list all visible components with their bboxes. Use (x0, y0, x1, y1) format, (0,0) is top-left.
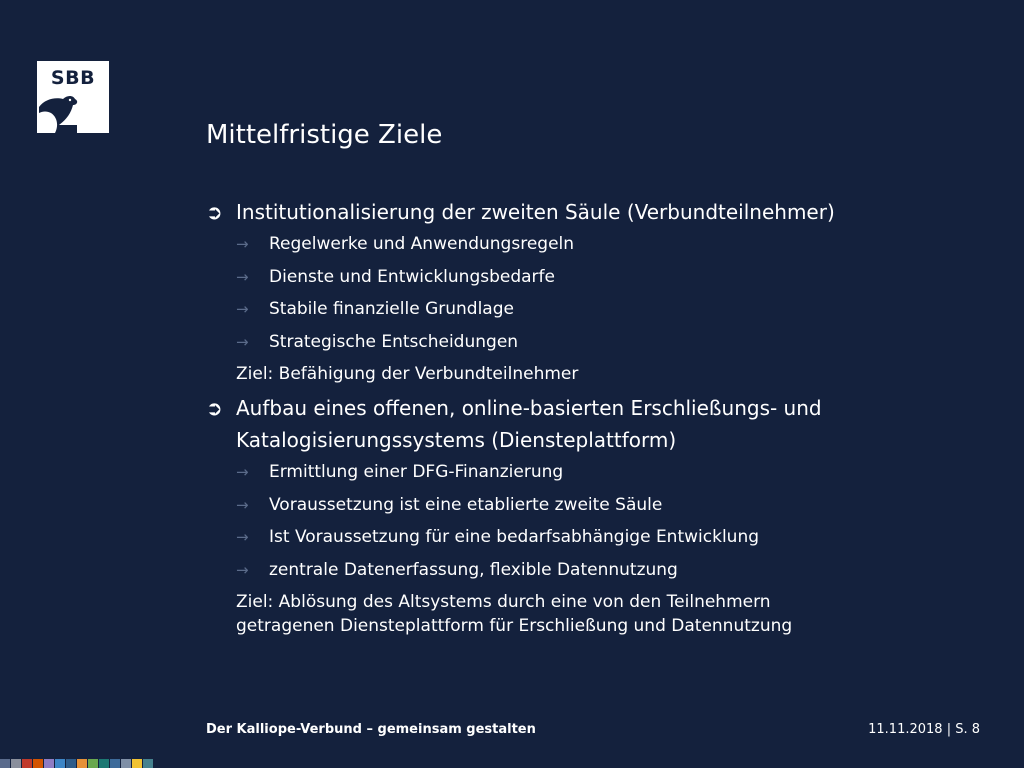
color-strip-segment (88, 759, 98, 768)
circle-arrow-icon: ➲ (206, 396, 223, 420)
list-item (206, 261, 966, 294)
section-heading (206, 196, 966, 228)
list-item-text: Strategische Entscheidungen (269, 331, 519, 352)
logo-text: SBB (50, 67, 96, 89)
list-item-text: Stabile finanzielle Grundlage (269, 299, 514, 319)
color-strip-segment (44, 759, 54, 768)
list-item (206, 456, 966, 489)
list-item (206, 521, 966, 554)
eagle-icon (37, 89, 109, 133)
footer-page-info: 11.11.2018 | S. 8 (868, 722, 980, 737)
color-strip-segment (55, 759, 65, 768)
color-strip (0, 759, 154, 768)
arrow-right-icon: → (236, 495, 249, 514)
section-goal (206, 590, 966, 638)
list-item-text: Regelwerke und Anwendungsregeln (269, 234, 575, 254)
footer-title: Der Kalliope-Verbund – gemeinsam gestalten (206, 722, 536, 737)
color-strip-segment (99, 759, 109, 768)
section-heading (206, 392, 966, 456)
list-item (206, 489, 966, 522)
color-strip-segment (110, 759, 120, 768)
arrow-right-icon: → (236, 235, 249, 253)
arrow-right-icon: → (236, 332, 249, 351)
arrow-right-icon: → (236, 528, 249, 546)
heading-line: Katalogisierungssystems (Diensteplattform) (236, 428, 677, 452)
color-strip-segment (11, 759, 21, 768)
heading-line: Aufbau eines offenen, online-basierten Erschließungs- und (236, 396, 822, 420)
slide-title: Mittelfristige Ziele (206, 120, 443, 150)
section-heading-text: Institutionalisierung der zweiten Säule (Verbundteilnehmer) (236, 200, 835, 224)
color-strip-segment (66, 759, 76, 768)
list-item (206, 228, 966, 261)
color-strip-segment (77, 759, 87, 768)
list-item-text: zentrale Datenerfassung, flexible Datennutzung (269, 559, 678, 580)
list-item-text: Ermittlung einer DFG-Finanzierung (269, 462, 564, 482)
arrow-right-icon: → (236, 463, 249, 481)
section-goal: Ziel: Befähigung der Verbundteilnehmer (236, 364, 579, 384)
list-item (206, 326, 966, 359)
list-item-text: Ist Voraussetzung für eine bedarfsabhängige Entwicklung (269, 527, 760, 547)
list-item-text: Dienste und Entwicklungsbedarfe (269, 266, 555, 287)
slide-content (206, 196, 966, 638)
color-strip-segment (143, 759, 153, 768)
circle-arrow-icon: ➲ (206, 200, 223, 224)
goal-line: getragenen Diensteplattform für Erschließung und Datennutzung (236, 616, 793, 636)
color-strip-segment (0, 759, 10, 768)
sbb-logo (37, 61, 109, 133)
section-heading-text (236, 392, 966, 456)
list-item-text: Voraussetzung ist eine etablierte zweite Säule (269, 494, 663, 515)
color-strip-segment (121, 759, 131, 768)
color-strip-segment (22, 759, 32, 768)
color-strip-segment (132, 759, 142, 768)
list-item (206, 293, 966, 326)
arrow-right-icon: → (236, 300, 249, 318)
arrow-right-icon: → (236, 560, 249, 579)
goal-line: Ziel: Ablösung des Altsystems durch eine von den Teilnehmern (236, 592, 771, 612)
arrow-right-icon: → (236, 267, 249, 286)
color-strip-segment (33, 759, 43, 768)
list-item (206, 554, 966, 587)
